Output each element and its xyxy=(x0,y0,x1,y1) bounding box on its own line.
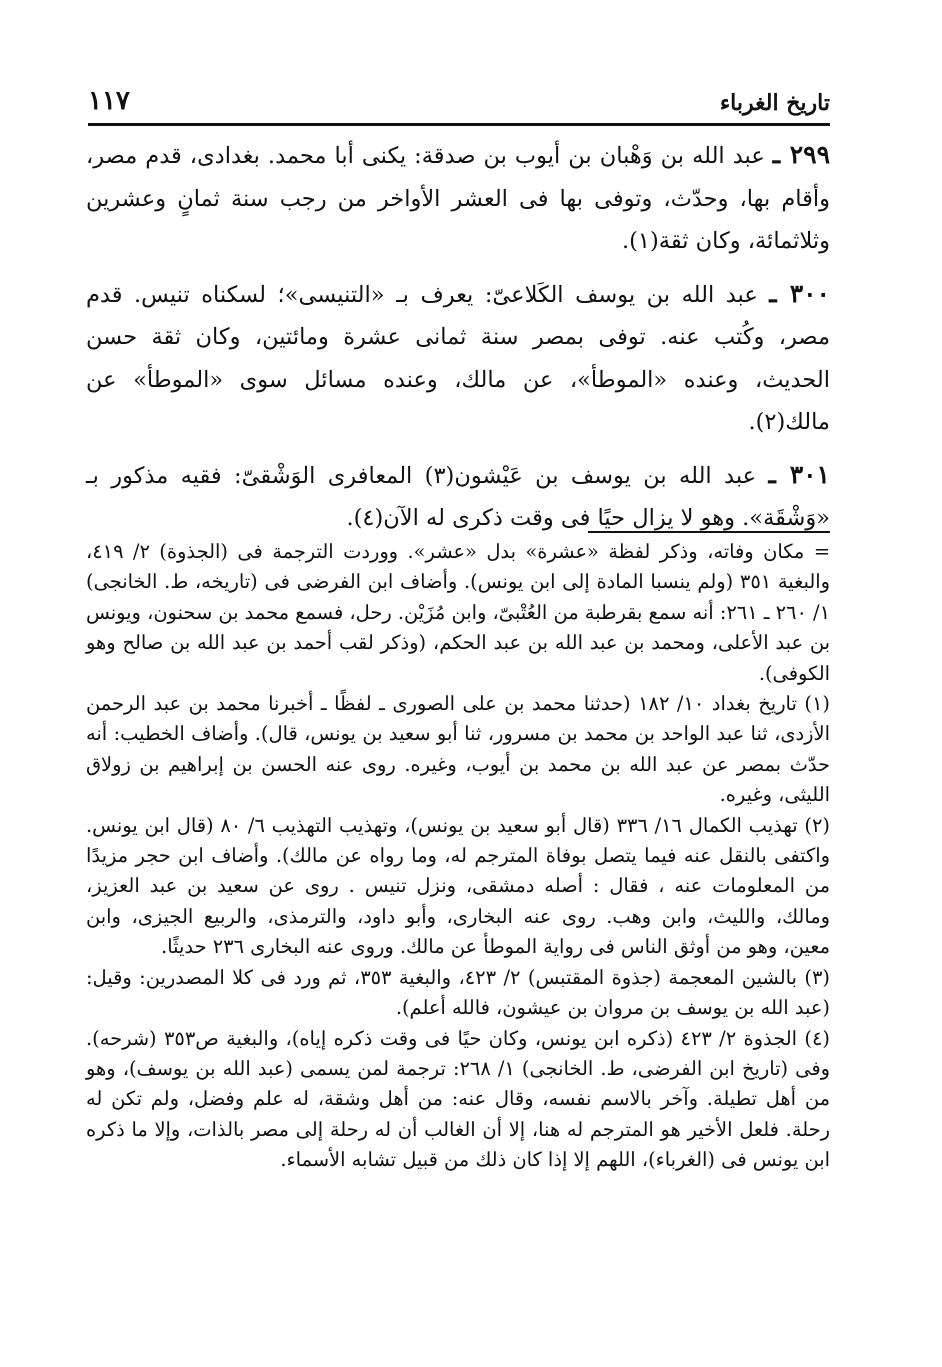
running-title: تاريخ الغرباء xyxy=(719,90,830,116)
page-number: ١١٧ xyxy=(88,86,130,116)
footnote-separator xyxy=(588,531,830,533)
entry-300 xyxy=(86,273,830,444)
footnote-2 xyxy=(86,811,830,963)
header-rule xyxy=(88,123,830,126)
footnotes xyxy=(86,537,830,1176)
footnote-1 xyxy=(86,689,830,811)
entry-text: عبد الله بن يوسف الكَلاعىّ: يعرف بـ «التنيسى»؛ لسكناه تنيس. قدم مصر، وكُتب عنه. توفى بمصر سنة ثمانى عشرة ومائتين، وكان ثقة حسن الحديث، وعنده «الموطأ»، عن مالك، وعنده مسائل سوى «الموطأ» عن مالك(٢). xyxy=(86,281,830,435)
footnote-mark: (٢) xyxy=(804,813,830,837)
running-header xyxy=(88,86,830,120)
footnote-text: بالشين المعجمة (جذوة المقتبس) ٢/ ٤٢٣، والبغية ٣٥٣، ثم ورد فى كلا المصدرين: وقيل: (عبد الله بن يوسف بن مروان بن عيشون، فالله أعلم). xyxy=(86,965,830,1020)
entry-301 xyxy=(86,454,830,540)
footnote-text: تهذيب الكمال ١٦/ ٣٣٦ (قال أبو سعيد بن يونس)، وتهذيب التهذيب ٦/ ٨٠ (قال ابن يونس. واكتفى بالنقل عنه فيما يتصل بوفاة المترجم له، وما رواه عن مالك). وأضاف ابن حجر مزيدًا من المعلومات عنه ، فقال : أصله دمشقى، ونزل تنيس . روى عن سعيد بن عبد العزيز، ومالك، والليث، وابن وهب. روى عنه البخارى، وأبو داود، والترمذى، والربيع الجيزى، وابن معين، وهو من أوثق الناس فى رواية الموطأ عن مالك. وروى عنه البخارى ٢٣٦ حديثًا. xyxy=(86,813,830,959)
footnote-mark: (١) xyxy=(804,692,830,716)
footnote-mark: (٤) xyxy=(804,1026,830,1050)
entry-number: ٣٠١ ـ xyxy=(768,459,830,489)
footnote-4 xyxy=(86,1024,830,1176)
footnote-text: الجذوة ٢/ ٤٢٣ (ذكره ابن يونس، وكان حيًا فى وقت ذكره إياه)، والبغية ص٣٥٣ (شرحه). وفى (تاريخ ابن الفرضى، ط. الخانجى) ١/ ٢٦٨: ترجمة لمن يسمى (عبد الله بن يوسف)، وهو من أهل تطيلة. وآخر بالاسم نفسه، وقال عنه: من أهل وشقة، له علم وفضل، ولم تكن له رحلة. فلعل الأخير هو المترجم له هنا، إلا أن الغالب أن له رحلة إلى مصر بالذات، وإلا ما ذكره ابن يونس فى (الغرباء)، اللهم إلا إذا كان ذلك من قبيل تشابه الأسماء. xyxy=(86,1026,830,1172)
entry-text: عبد الله بن يوسف بن عَيْشون(٣) المعافرى الوَشْقىّ: فقيه مذكور بـ «وَشْقَة». وهو لا يزال حيًا فى وقت ذكرى له الآن(٤). xyxy=(86,462,830,531)
footnote-3 xyxy=(86,963,830,1024)
entry-number: ٣٠٠ ـ xyxy=(769,278,830,308)
entry-number: ٢٩٩ ـ xyxy=(772,140,831,169)
footnote-text: = مكان وفاته، وذكر لفظة «عشرة» بدل «عشر». ووردت الترجمة فى (الجذوة) ٢/ ٤١٩، والبغية ٣٥١ (ولم ينسبا المادة إلى ابن يونس). وأضاف ابن الفرضى فى (تاريخه، ط. الخانجى) ١/ ٢٦٠ ـ ٢٦١: أنه سمع بقرطبة من العُتْبىّ، وابن مُزَيْن. رحل، فسمع محمد بن سحنون، ويونس بن عبد الأعلى، ومحمد بن عبد الله بن عبد الحكم، (وذكر لقب أحمد بن عبد الله بن صالح وهو الكوفى). xyxy=(86,540,830,685)
biography-entries xyxy=(86,134,830,550)
footnote-continued xyxy=(86,537,830,689)
entry-299 xyxy=(86,134,830,263)
footnote-mark: (٣) xyxy=(804,965,830,989)
footnote-text: تاريخ بغداد ١٠/ ١٨٢ (حدثنا محمد بن على الصورى ـ لفظًا ـ أخبرنا محمد بن عبد الرحمن الأزدى، ثنا عبد الواحد بن محمد بن مسرور، ثنا أبو سعيد بن يونس، قال). وأضاف الخطيب: أنه حدّث بمصر عن عبد الله بن محمد بن أيوب، وغيره. روى عنه الحسن بن إبراهيم بن زولاق الليثى، وغيره. xyxy=(86,692,830,807)
entry-text: عبد الله بن وَهْبان بن أيوب بن صدقة: يكنى أبا محمد. بغدادى، قدم مصر، وأقام بها، وحدّث، وتوفى بها فى العشر الأواخر من رجب سنة ثمانٍ وعشرين وثلاثمائة، وكان ثقة(١). xyxy=(86,143,830,254)
